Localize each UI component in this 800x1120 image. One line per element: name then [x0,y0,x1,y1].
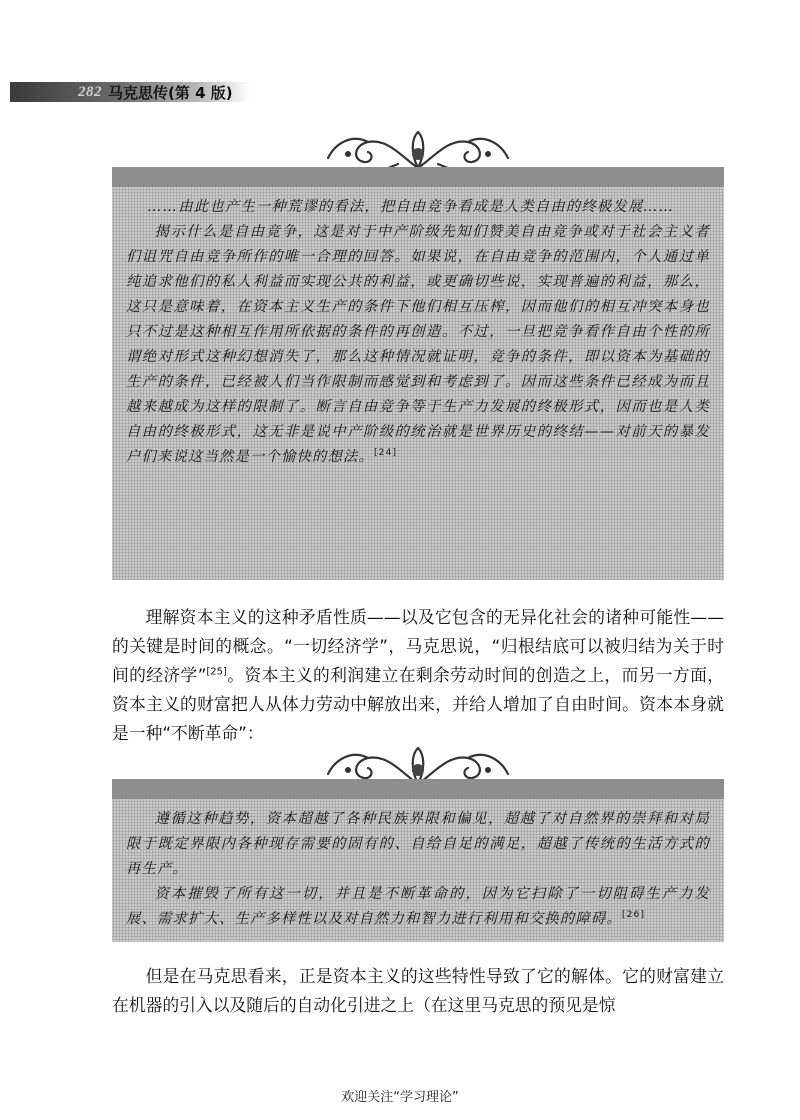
body-text-part2: 。资本主义的利润建立在剩余劳动时间的创造之上，而另一方面，资本主义的财富把人从体力劳动中解放出来，并给人增加了自由时间。资本本身就是一种“不断革命”： [112,665,724,743]
block-quote [112,167,724,580]
quote-paragraph-text: 揭示什么是自由竞争，这是对于中产阶级先知们赞美自由竞争或对于社会主义者们诅咒自由竞争所作的唯一合理的回答。如果说，在自由竞争的范围内，个人通过单纯追求他们的私人利益而实现公共的利益，或更确切些说，实现普遍的利益，那么，这只是意味着，在资本主义生产的条件下他们相互压榨，因而他们的相互冲突本身也只不过是这种相互作用所依据的条件的再创造。不过，一旦把竞争看作自由个性的所谓绝对形式这种幻想消失了，那么这种情况就证明，竞争的条件，即以资本为基础的生产的条件，已经被人们当作限制而感觉到和考虑到了。因而这些条件已经成为而且越来越成为这样的限制了。断言自由竞争等于生产力发展的终极形式，因而也是人类自由的终极形式，这无非是说中产阶级的统治就是世界历史的终结——对前天的暴发户们来说这当然是一个愉快的想法。 [126,224,710,465]
body-text-part1: 理解资本主义的这种矛盾性质——以及它包含的无异化社会的诸种可能性——的关键是时间的概念。“一切经济学”，马克思说，“归根结底可以被归结为关于时间的经济学” [112,607,724,685]
running-header [10,82,250,102]
quote-paragraph: 遵循这种趋势，资本超越了各种民族界限和偏见，超越了对自然界的崇拜和对局限于既定界限内各种现存需要的固有的、自给自足的满足，超越了传统的生活方式的再生产。 [126,811,710,877]
body-paragraph-text [112,603,724,748]
body-paragraph [112,603,724,748]
footnote-ref: [26] [621,910,646,921]
page-number: 282 [78,83,102,100]
quote-top-band [112,167,724,187]
footnote-ref: [25] [206,666,227,678]
quote-paragraph: ……由此也产生一种荒谬的看法，把自由竞争看成是人类自由的终极发展…… [147,199,675,215]
body-paragraph [112,962,724,1020]
footnote-ref: [24] [373,448,398,459]
book-title: 马克思传(第 4 版) [108,83,233,102]
page-footer: 欢迎关注“学习理论” [341,1090,459,1105]
quote-paragraph-with-note [126,220,710,470]
block-quote [112,779,724,942]
quote-paragraph-text: 资本摧毁了所有这一切，并且是不断革命的，因为它扫除了一切阻碍生产力发展、需求扩大、生产多样性以及对自然力和智力进行利用和交换的障碍。 [126,886,710,927]
quote-paragraph-with-note [126,882,710,932]
body-paragraph-text: 但是在马克思看来，正是资本主义的这些特性导致了它的解体。它的财富建立在机器的引入以及随后的自动化引进之上（在这里马克思的预见是惊 [112,966,724,1015]
quote-top-band [112,779,724,799]
